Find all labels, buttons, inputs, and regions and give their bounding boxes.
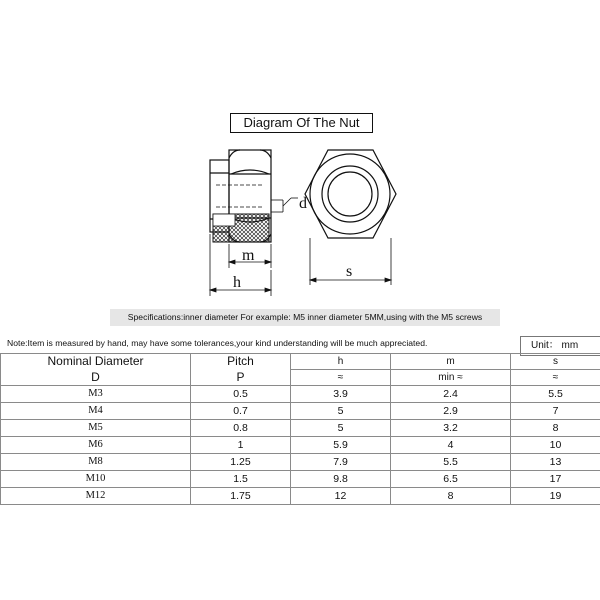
- subheader-p: P: [191, 370, 291, 386]
- cell-h: 5: [291, 403, 391, 420]
- diagram-title: Diagram Of The Nut: [230, 113, 373, 133]
- cell-s: 19: [511, 488, 600, 505]
- cell-diameter: M8: [1, 454, 191, 471]
- table-row: [1, 437, 600, 454]
- size-table: [0, 353, 600, 505]
- cell-pitch: 1.75: [191, 488, 291, 505]
- cell-m: 2.9: [391, 403, 511, 420]
- cell-s: 8: [511, 420, 600, 437]
- cell-h: 5.9: [291, 437, 391, 454]
- cell-h: 3.9: [291, 386, 391, 403]
- cell-s: 7: [511, 403, 600, 420]
- cell-diameter: M3: [1, 386, 191, 403]
- table-row: [1, 420, 600, 437]
- nut-top-view: [305, 150, 396, 238]
- table-header-row: [1, 354, 600, 370]
- cell-h: 5: [291, 420, 391, 437]
- d-leader: [271, 198, 298, 212]
- cell-h: 12: [291, 488, 391, 505]
- table-row: [1, 488, 600, 505]
- cell-diameter: M12: [1, 488, 191, 505]
- subheader-s-approx: ≈: [511, 370, 600, 386]
- header-h: h: [291, 354, 391, 370]
- cell-diameter: M10: [1, 471, 191, 488]
- cell-diameter: M6: [1, 437, 191, 454]
- h-label: h: [233, 274, 241, 291]
- cell-diameter: M5: [1, 420, 191, 437]
- cell-pitch: 1.25: [191, 454, 291, 471]
- header-m: m: [391, 354, 511, 370]
- cell-s: 10: [511, 437, 600, 454]
- s-label: s: [346, 263, 353, 280]
- cell-pitch: 1.5: [191, 471, 291, 488]
- table-row: [1, 403, 600, 420]
- cell-s: 17: [511, 471, 600, 488]
- cell-pitch: 0.5: [191, 386, 291, 403]
- cell-pitch: 0.7: [191, 403, 291, 420]
- unit-label: Unit： mm: [520, 336, 600, 356]
- d-label: d: [299, 195, 307, 212]
- cell-h: 9.8: [291, 471, 391, 488]
- cell-m: 2.4: [391, 386, 511, 403]
- table-subheader-row: [1, 370, 600, 386]
- subheader-m-min-approx: min ≈: [391, 370, 511, 386]
- measurement-note: Note:Item is measured by hand, may have some tolerances,your kind understanding will be much appreciated.: [7, 338, 428, 348]
- specifications-banner: Specifications:inner diameter For example: M5 inner diameter 5MM,using with the M5 screws: [110, 309, 500, 326]
- cell-s: 5.5: [511, 386, 600, 403]
- m-label: m: [242, 247, 255, 264]
- subheader-d: D: [1, 370, 191, 386]
- table-row: [1, 471, 600, 488]
- table-row: [1, 386, 600, 403]
- cell-pitch: 0.8: [191, 420, 291, 437]
- table-row: [1, 454, 600, 471]
- cell-m: 3.2: [391, 420, 511, 437]
- cell-pitch: 1: [191, 437, 291, 454]
- subheader-h-approx: ≈: [291, 370, 391, 386]
- cell-diameter: M4: [1, 403, 191, 420]
- cell-m: 4: [391, 437, 511, 454]
- cell-m: 5.5: [391, 454, 511, 471]
- cell-h: 7.9: [291, 454, 391, 471]
- cell-m: 6.5: [391, 471, 511, 488]
- header-pitch: Pitch: [191, 354, 291, 370]
- cell-s: 13: [511, 454, 600, 471]
- header-s: s: [511, 354, 600, 370]
- cell-m: 8: [391, 488, 511, 505]
- header-nominal-diameter: Nominal Diameter: [1, 354, 191, 370]
